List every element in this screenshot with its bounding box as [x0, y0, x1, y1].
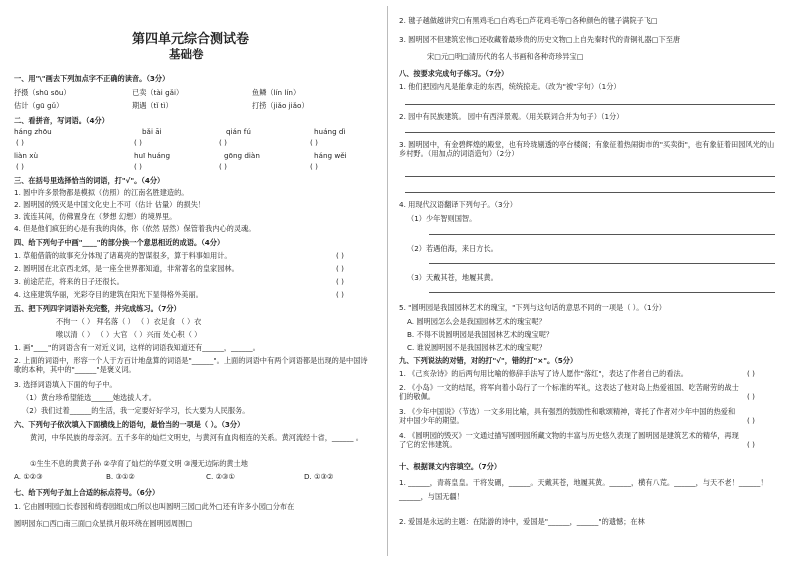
answer-paren: ( ) — [219, 162, 227, 171]
s9-item: 1. 《己亥杂诗》的后两句用比喻的修辞手法写了诗人愿作"落红"，表达了作者自己的看法。 — [399, 369, 688, 378]
answer-line — [405, 192, 775, 193]
s4-item: 1. 草船借箭的故事充分体现了诸葛亮的智谋很多，算于料事如用计。 — [14, 251, 232, 260]
s4-item: 2. 圆明园在北京西北郊，是一座全世界都知道，非常著名的皇家园林。 — [14, 264, 239, 273]
answer-paren: ( ) — [219, 138, 227, 147]
section-10-heading: 十、根据课文内容填空。（7分） — [399, 462, 502, 471]
s5-item: 2. 上面的词语中，形容一个人于方百计地盘算的词语是"______"。上面的词语中有两个词语都是出现的是中国诗歌的本种，其中的"______"是褒义词。 — [14, 356, 368, 374]
answer-paren: ( ) — [747, 392, 755, 401]
r-top-item: 宋□元□明□清历代的名人书画和各种奇珍异宝□ — [427, 52, 584, 61]
answer-line — [405, 104, 775, 105]
answer-paren: ( ) — [747, 369, 755, 378]
s1-item: 抒摄（shū sōu） — [14, 88, 71, 97]
page-subtitle: 基础卷 — [169, 47, 204, 61]
pinyin: liàn xù — [14, 151, 39, 160]
answer-paren: ( ) — [336, 277, 344, 286]
s10-item: 1. ______，青蒋皇皇。干将发硎，______。天戴其苍，地履其黄。______，横有八荒。______，与天不老！______！______，与国无疆！ — [399, 478, 768, 501]
section-8-heading: 八、按要求完成句子练习。（7分） — [399, 69, 509, 78]
s3-item: 1. 圆中许多景物都是模拟（仿照）的江南名胜建造的。 — [14, 188, 189, 197]
answer-line — [405, 176, 775, 177]
r-top-item: 3. 圆明园不但建筑宏伟□还收藏着最珍贵的历史文物□上自先秦时代的青铜礼器□下至唐 — [399, 35, 681, 44]
q5-option: B. 不得不说圆明园是我国园林艺术的瑰宝呢？ — [407, 330, 554, 339]
pinyin: qián fú — [226, 127, 251, 136]
q5-option: A. 圆明园怎么会是我国园林艺术的瑰宝呢？ — [407, 317, 546, 326]
choice-d: D. ①③② — [304, 472, 334, 481]
section-7-heading: 七、给下列句子加上合适的标点符号。（6分） — [14, 488, 160, 497]
s9-item: 4. 《圆明园的毁灭》一文通过描写圆明园所藏文物的丰富与历史悠久表现了圆明园是建筑艺术的精华，再现了它的宏伟建筑。 — [399, 431, 739, 449]
q5-option: C. 谁说圆明园不是我国园林艺术的瑰宝呢？ — [407, 343, 546, 352]
s7-item: 1. 它由圆明园□长春园和绮春园组成□所以也叫圆明三园□此外□还有许多小园□分布在 — [14, 502, 295, 511]
s1-item: 已卖（tài gǎi） — [132, 88, 184, 97]
s5-item: 3. 选择词语填入下面的句子中。 — [14, 380, 117, 389]
q5-text: 5. "圆明园是我国园林艺术的瑰宝，"下列与这句话的意思不同的一项是（ ）。（1分） — [399, 303, 666, 312]
answer-paren: ( ) — [16, 162, 24, 171]
s5-item: （2）我们过着______的生活，我一定要好好学习，长大要为人民服务。 — [22, 406, 250, 415]
pinyin: háng wěi — [314, 151, 347, 160]
answer-line — [429, 292, 775, 293]
s5-item: 1. 画"____"的词语含有一对近义词，这样的词语我知道还有______，______。 — [14, 343, 260, 352]
answer-paren: ( ) — [134, 138, 142, 147]
answer-line — [405, 132, 775, 133]
pinyin: huáng dì — [314, 127, 346, 136]
pinyin: gōng diàn — [224, 151, 260, 160]
s1-item: 估计（gū gǔ） — [14, 101, 64, 110]
s5-item: （1）黄台珍希望能选______她选拔人才。 — [22, 393, 156, 402]
answer-paren: ( ) — [747, 416, 755, 425]
s8-item: 3. 圆明园中，有金碧辉煌的殿堂，也有玲珑剔透的亭台楼阁；有象征着热闹街市的"买卖街"，也有象征着田园风光的山乡村野。（用加点的词语造句）（2分） — [399, 140, 775, 158]
section-2-heading: 二、看拼音，写词语。（4分） — [14, 116, 109, 125]
column-divider — [387, 6, 388, 556]
answer-line — [429, 263, 775, 264]
s3-item: 4. 但是他们疯狂的心是有我的肉体，你（依然 居然）保管着我内心的灵魂。 — [14, 224, 256, 233]
s9-item: 3. 《少年中国说》（节选）一文多用比喻，具有强烈的鼓励性和歌颂精神，寄托了作者对少年中国的热爱和对中国少年的期望。 — [399, 407, 736, 425]
s8-item: （2）若遇伯海，来日方长。 — [407, 244, 498, 253]
s4-item: 3. 前途茫茫，将来的日子还很长。 — [14, 277, 124, 286]
r-top-item: 2. 毽子越做越讲究□有黑鸡毛□白鸡毛□芦花鸡毛等□各种颜色的毽子满院子飞□ — [399, 16, 658, 25]
s3-item: 3. 流连其间，仿佛置身在（梦想 幻想）的境界里。 — [14, 212, 177, 221]
choice-a: A. ①②③ — [14, 472, 43, 481]
s8-item: 4. 用现代汉语翻译下列句子。（3分） — [399, 200, 517, 209]
pinyin: huī huáng — [134, 151, 171, 160]
s8-item: 1. 他们把园内凡是能拿走的东西，统统掠走。（改为"被"字句）（1分） — [399, 82, 621, 91]
page-title: 第四单元综合测试卷 — [132, 32, 250, 47]
s8-item: （3）天戴其苍，地履其黄。 — [407, 273, 498, 282]
answer-paren: ( ) — [16, 138, 24, 147]
s8-item: 2. 园中有民族建筑。 园中有西洋景观。（用关联词合并为句子）（1分） — [399, 112, 624, 121]
s6-options: ①生生不息的黄黄子孙 ②孕育了灿烂的华夏文明 ③漫无边际的黄土地 — [30, 459, 248, 468]
s7-item: 圆明园东□西□南三面□众星拱月般环绕在圆明园周围□ — [14, 519, 193, 528]
choice-b: B. ③①② — [106, 472, 135, 481]
answer-paren: ( ) — [134, 162, 142, 171]
section-1-heading: 一、用"\"画去下列加点字不正确的读音。（3分） — [14, 74, 170, 83]
s3-item: 2. 圆明园的毁灭是中国文化史上不可（估计 估量）的损失！ — [14, 200, 206, 209]
s9-item: 2. 《小岛》一文的结尾，将军向着小岛行了一个标准的军礼，这表达了他对岛上热爱祖国、吃苦耐劳的战士们的敬佩。 — [399, 383, 739, 401]
s8-item: （1）少年智则国智。 — [407, 214, 477, 223]
pinyin: bǎi āi — [142, 127, 162, 136]
choice-c: C. ②③① — [206, 472, 235, 481]
idiom-row: 不拘一（ ） 拜名落（ ） （ ）衣足食 （ ）衣 — [56, 317, 202, 326]
answer-paren: ( ) — [310, 162, 318, 171]
section-4-heading: 四、给下列句子中画"____"的部分换一个意思相近的成语。（4分） — [14, 238, 225, 247]
answer-line — [429, 234, 775, 235]
s10-item: 2. 爱国是永远的主题：在陆游的诗中，爱国是"______，______"的遗憾；在林 — [399, 517, 645, 526]
s1-item: 期遇（tǐ tì） — [132, 101, 173, 110]
answer-paren: ( ) — [747, 440, 755, 449]
answer-paren: ( ) — [310, 138, 318, 147]
answer-paren: ( ) — [336, 264, 344, 273]
pinyin: háng zhōu — [14, 127, 52, 136]
answer-paren: ( ) — [336, 290, 344, 299]
s6-passage: 黄河，中华民族的母亲河。五千多年的灿烂文明史，与黄河有血肉相连的关系。黄河流经十省，______ 。 — [30, 433, 363, 442]
section-3-heading: 三、在括号里选择恰当的词语，打"√"。（4分） — [14, 176, 165, 185]
s4-item: 4. 这座建筑华丽，光彩夺目的建筑在阳光下显得格外美丽。 — [14, 290, 203, 299]
idiom-row: 喉以清（ ） （ ）大官 （ ）兴而 处心积（ ） — [56, 330, 202, 339]
s1-item: 鱼鳞（lín lín） — [252, 88, 301, 97]
s1-item: 打捞（jiǎo jiǎo） — [252, 101, 309, 110]
section-6-heading: 六、下列句子依次填入下面横线上的语句，最恰当的一项是（ ）。（3分） — [14, 420, 245, 429]
section-5-heading: 五、把下列四字词语补充完整，并完成练习。（7分） — [14, 304, 181, 313]
section-9-heading: 九、下列说法的对错，对的打"√"，错的打"×"。（5分） — [399, 356, 578, 365]
answer-paren: ( ) — [336, 251, 344, 260]
